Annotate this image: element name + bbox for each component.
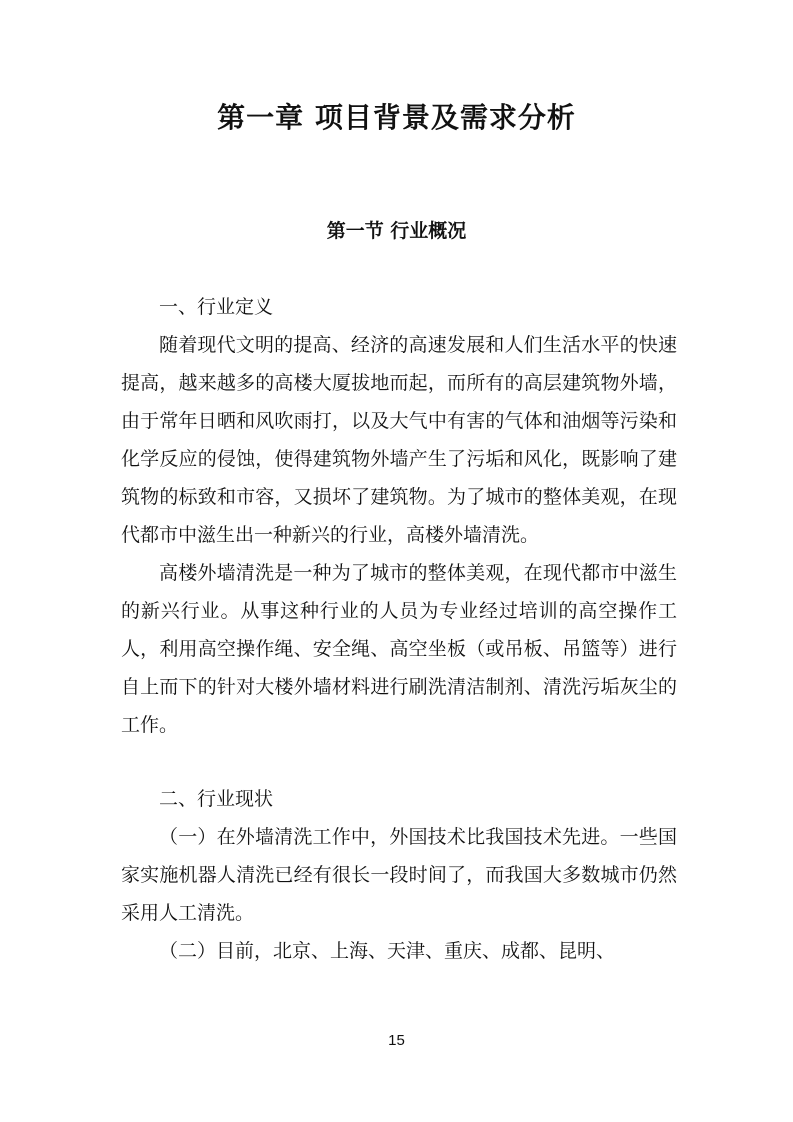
section-title: 第一节 行业概况 — [326, 220, 467, 242]
paragraph-2: 高楼外墙清洗是一种为了城市的整体美观，在现代都市中滋生的新兴行业。从事这种行业的人员为专业经过培训的高空操作工人，利用高空操作绳、安全绳、高空坐板（或吊板、吊篮等）进行自上而下的针对大楼外墙材料进行刷洗清洁制剂、清洗污垢灰尘的工作。 — [121, 562, 677, 736]
paragraph-1: 随着现代文明的提高、经济的高速发展和人们生活水平的快速提高，越来越多的高楼大厦拔地而起，而所有的高层建筑物外墙，由于常年日晒和风吹雨打，以及大气中有害的气体和油烟等污染和化学反应的侵蚀，使得建筑物外墙产生了污垢和风化，既影响了建筑物的标致和市容，又损坏了建筑物。为了城市的整体美观，在现代都市中滋生出一种新兴的行业，高楼外墙清洗。 — [121, 334, 677, 546]
paragraph-4: （二）目前，北京、上海、天津、重庆、成都、昆明、 — [159, 940, 616, 962]
heading-industry-status: 二、行业现状 — [159, 788, 274, 810]
chapter-title: 第一章 项目背景及需求分析 — [217, 101, 576, 134]
paragraph-3: （一）在外墙清洗工作中，外国技术比我国技术先进。一些国家实施机器人清洗已经有很长一段时间了，而我国大多数城市仍然采用人工清洗。 — [121, 826, 677, 924]
document-body — [121, 288, 677, 970]
spacer — [121, 744, 677, 780]
page-number: 15 — [388, 1032, 405, 1049]
heading-industry-definition: 一、行业定义 — [159, 296, 274, 318]
